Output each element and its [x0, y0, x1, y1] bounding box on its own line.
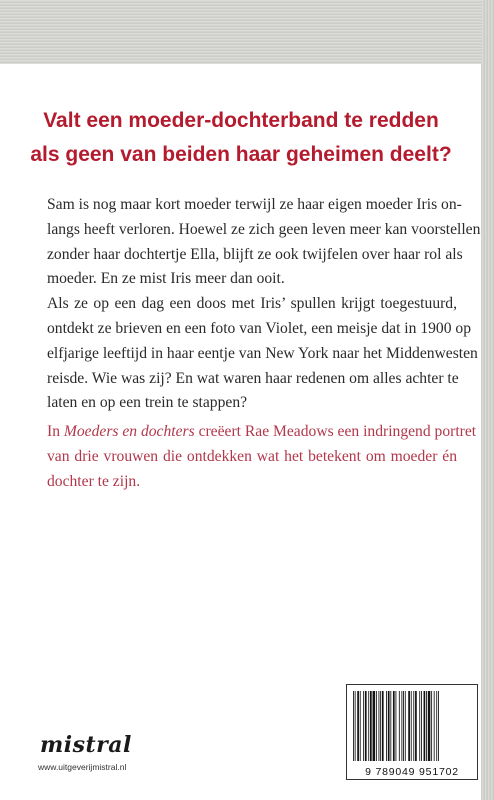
- blurb-line: Als ze op een dag een doos met Iris’ spullen krijgt toegestuurd,: [47, 295, 457, 313]
- barcode-bar: [413, 691, 414, 761]
- barcode-bar: [380, 691, 381, 761]
- blurb-line: laten en op een trein te stappen?: [47, 394, 248, 412]
- promo-line-1: [47, 420, 477, 445]
- barcode-bar: [365, 691, 367, 761]
- headline: [0, 104, 482, 172]
- barcode-bar: [360, 691, 361, 761]
- blurb-line: elfjarige leeftijd in haar eentje van New York naar het Middenwesten: [47, 344, 478, 362]
- promo-line-3: dochter te zijn.: [47, 472, 141, 490]
- barcode-bar: [434, 691, 435, 761]
- headline-line-1: Valt een moeder-dochterband te redden: [43, 109, 439, 132]
- barcode-bar: [424, 691, 426, 761]
- barcode-bar: [428, 691, 431, 761]
- barcode-bar: [353, 691, 354, 761]
- barcode-bar: [368, 691, 369, 761]
- barcode-bar: [363, 691, 364, 761]
- barcode-bar: [431, 691, 432, 761]
- barcode-bar: [393, 691, 395, 761]
- promo-line-1-rest: creëert Rae Meadows een indringend portret: [194, 423, 477, 440]
- blurb-body: [47, 193, 481, 416]
- barcode-bar: [403, 691, 404, 761]
- barcode-bar: [415, 691, 417, 761]
- blurb-line: zonder haar dochtertje Ella, blijft ze ook twijfelen over haar rol als: [47, 245, 463, 263]
- barcode-bar: [382, 691, 384, 761]
- barcode-bar: [419, 691, 420, 761]
- barcode-digits: 9 789049 951702: [365, 766, 459, 778]
- isbn-barcode: [346, 684, 478, 780]
- barcode-bar: [426, 691, 427, 761]
- promo-prefix: In: [47, 423, 64, 440]
- blurb-line: moeder. En ze mist Iris meer dan ooit.: [47, 270, 285, 288]
- barcode-bar: [379, 691, 380, 761]
- barcode-bar: [355, 691, 356, 761]
- barcode-bar: [376, 691, 377, 761]
- barcode-bar: [405, 691, 406, 761]
- barcode-bar: [370, 691, 372, 761]
- barcode-bar: [421, 691, 422, 761]
- barcode-bars: [351, 691, 473, 761]
- barcode-bar: [357, 691, 359, 761]
- blurb-line: ontdekt ze brieven en een foto van Violet, een meisje dat in 1900 op: [47, 319, 472, 337]
- book-title: Moeders en dochters: [63, 423, 195, 440]
- barcode-bar: [396, 691, 397, 761]
- barcode-bar: [386, 691, 387, 761]
- barcode-bar: [388, 691, 390, 761]
- barcode-bar: [408, 691, 410, 761]
- page-edges-right: [482, 0, 494, 800]
- blurb-line: Sam is nog maar kort moeder terwijl ze haar eigen moeder Iris on-: [47, 196, 462, 213]
- publisher-url: www.uitgeverijmistral.nl: [38, 762, 127, 772]
- blurb-line: langs heeft verloren. Hoewel ze zich geen leven meer kan voorstellen: [47, 220, 481, 238]
- barcode-bar: [401, 691, 402, 761]
- promo-text: [47, 420, 477, 494]
- barcode-bar: [399, 691, 400, 761]
- barcode-bar: [411, 691, 412, 761]
- publisher-logo: mistral: [40, 732, 132, 758]
- headline-line-2: als geen van beiden haar geheimen deelt?: [30, 143, 452, 166]
- barcode-bar: [390, 691, 391, 761]
- barcode-bar: [438, 691, 439, 761]
- promo-line-2: van drie vrouwen die ontdekken wat het betekent om moeder én: [47, 447, 457, 465]
- page-edges-top: [0, 0, 494, 64]
- barcode-bar: [373, 691, 376, 761]
- blurb-line: reisde. Wie was zij? En wat waren haar redenen om alles achter te: [47, 369, 459, 387]
- back-cover: [0, 64, 482, 800]
- barcode-bar: [436, 691, 437, 761]
